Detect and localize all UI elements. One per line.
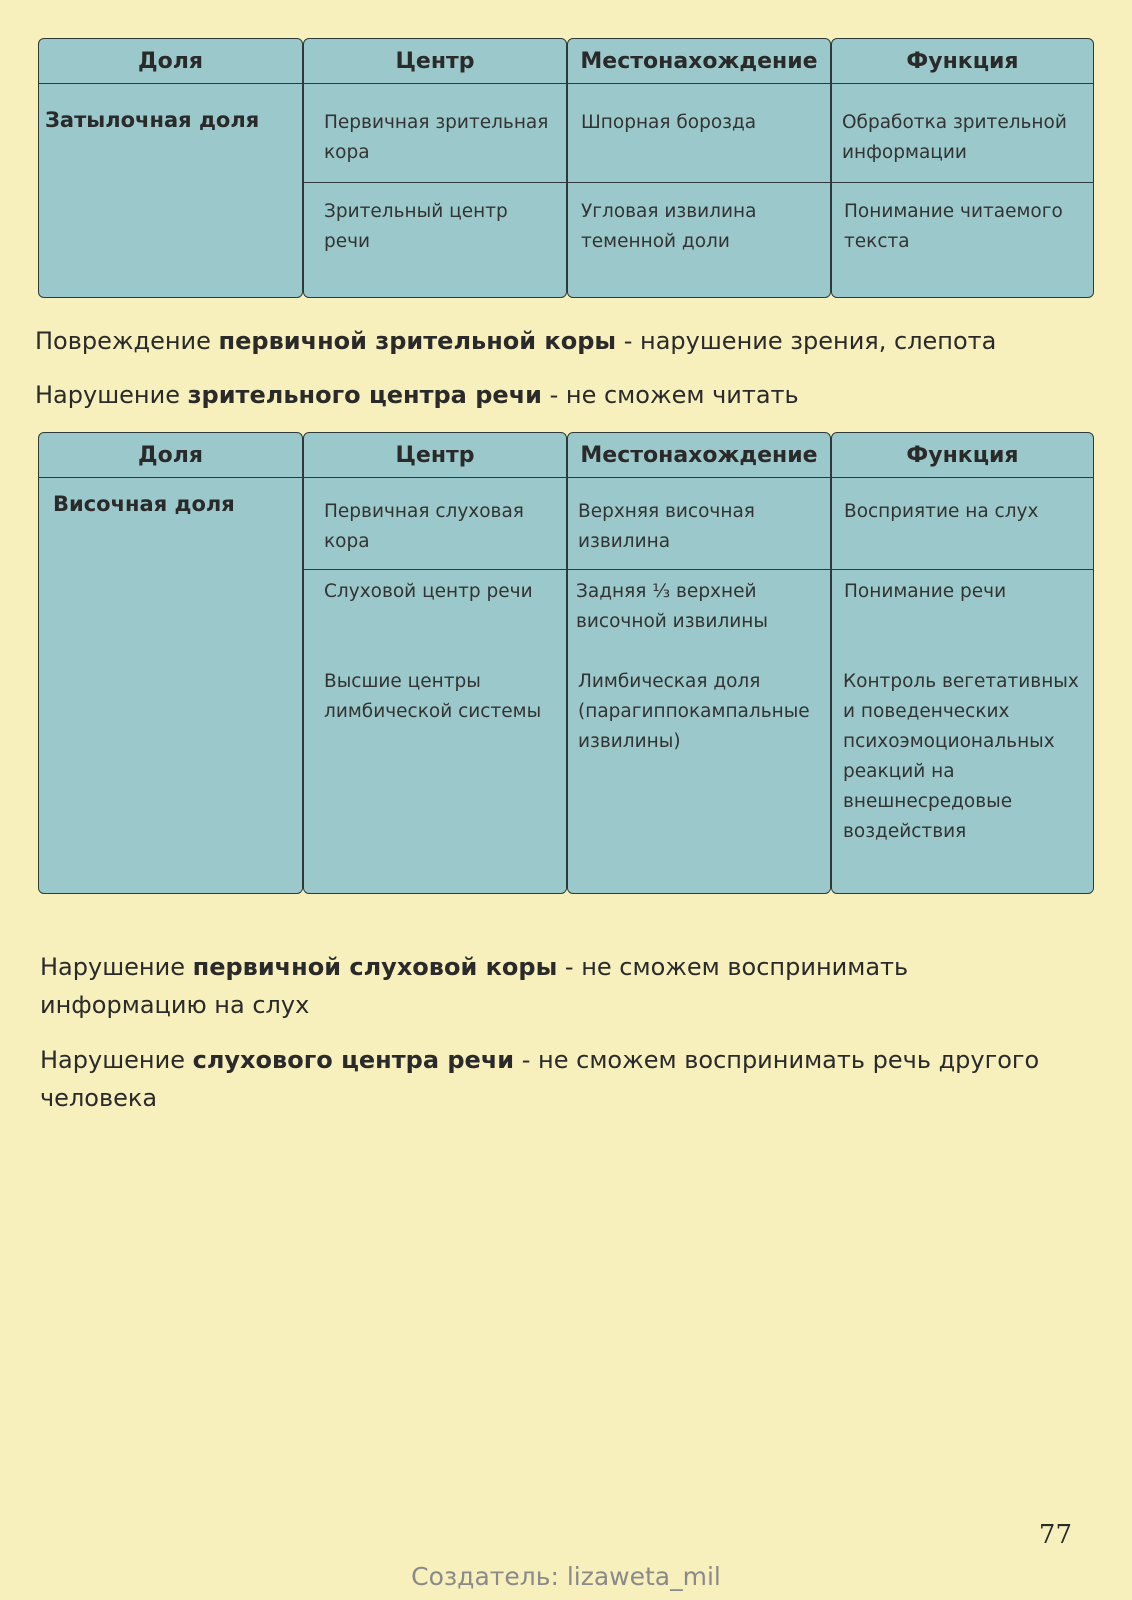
lobe-name: Затылочная доля [45, 108, 260, 132]
function-column [831, 432, 1094, 894]
lobe-name: Височная доля [53, 492, 235, 516]
function-cell: Контроль вегетативных и поведенческих психоэмоциональных реакций на внешнесредовые воздействия [843, 671, 1079, 842]
center-cell: Высшие центры лимбической системы [324, 671, 542, 722]
header-function: Функция [832, 433, 1093, 478]
function-cell: Восприятие на слух [844, 501, 1039, 522]
note: Повреждение первичной зрительной коры - нарушение зрения, слепота [35, 327, 997, 355]
occipital-lobe-table [38, 38, 1094, 298]
temporal-lobe-table [38, 432, 1094, 894]
location-cell: Шпорная борозда [581, 112, 757, 133]
note: Нарушение первичной слуховой коры - не сможем воспринимать информацию на слух [40, 953, 909, 1019]
header-function: Функция [832, 39, 1093, 84]
author-footer: Создатель: lizaweta_mil [411, 1562, 721, 1591]
header-location: Местонахождение [568, 433, 830, 478]
function-column [831, 38, 1094, 298]
function-cell: Понимание читаемого текста [832, 182, 1093, 257]
center-column [303, 38, 567, 298]
center-cell: Первичная зрительная кора [324, 112, 549, 163]
function-cell: Обработка зрительной информации [842, 112, 1067, 163]
page-number: 77 [1038, 1520, 1072, 1550]
location-column [567, 432, 831, 894]
center-cell: Зрительный центр речи [304, 182, 566, 257]
location-cell: Верхняя височная извилина [578, 501, 755, 552]
header-location: Местонахождение [568, 39, 830, 84]
header-lobe: Доля [39, 39, 302, 84]
function-cell: Понимание речи [832, 569, 1093, 607]
location-cell: Угловая извилина теменной доли [568, 182, 830, 257]
location-column [567, 38, 831, 298]
center-cell: Первичная слуховая кора [324, 501, 524, 552]
center-column [303, 432, 567, 894]
header-center: Центр [304, 39, 566, 84]
center-cell: Слуховой центр речи [304, 569, 566, 607]
location-cell: Задняя ⅓ верхней височной извилины [568, 569, 830, 637]
lobe-column [38, 38, 303, 298]
location-cell: Лимбическая доля (парагиппокампальные извилины) [578, 671, 810, 752]
header-lobe: Доля [39, 433, 302, 478]
note: Нарушение зрительного центра речи - не сможем читать [35, 381, 799, 409]
note: Нарушение слухового центра речи - не сможем воспринимать речь другого человека [40, 1046, 1040, 1112]
lobe-column [38, 432, 303, 894]
header-center: Центр [304, 433, 566, 478]
